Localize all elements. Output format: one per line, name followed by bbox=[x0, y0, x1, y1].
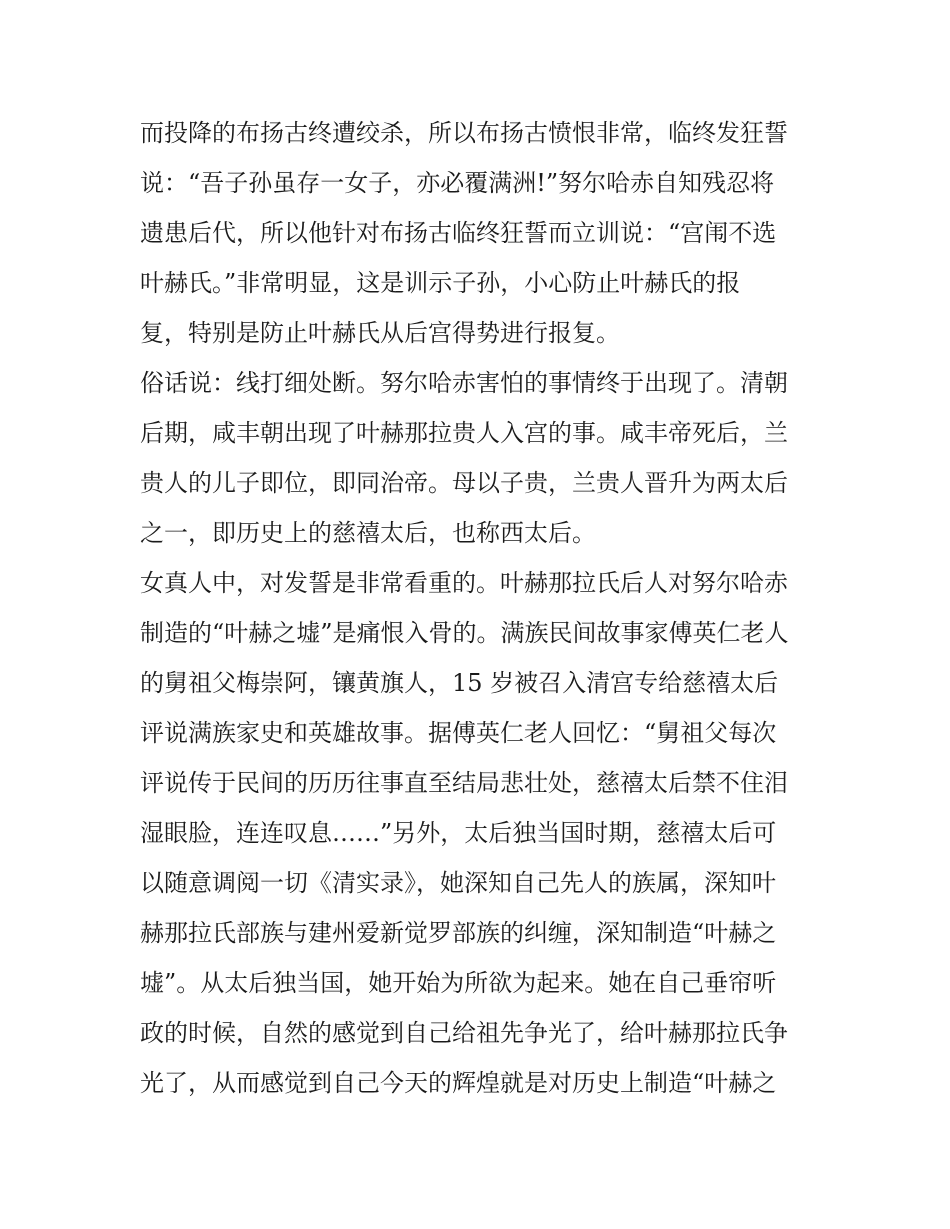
text-line: 光了，从而感觉到自己今天的辉煌就是对历史上制造“叶赫之 bbox=[140, 1069, 777, 1097]
text-line: 政的时候，自然的感觉到自己给祖先争光了，给叶赫那拉氏争 bbox=[140, 1019, 788, 1047]
text-line: 湿眼脸，连连叹息……”另外，太后独当国时期，慈禧太后可 bbox=[140, 819, 777, 847]
text-line: 之一，即历史上的慈禧太后，也称西太后。 bbox=[140, 519, 596, 547]
text-line: 遗患后代，所以他针对布扬古临终狂誓而立训说：“宫闱不选 bbox=[140, 219, 777, 247]
text-line: 墟”。从太后独当国，她开始为所欲为起来。她在自己垂帘听 bbox=[140, 969, 777, 997]
text-line: 说：“吾子孙虽存一女子，亦必覆满洲!”努尔哈赤自知残忍将 bbox=[140, 169, 775, 197]
text-line: 评说满族家史和英雄故事。据傅英仁老人回忆：“舅祖父每次 bbox=[140, 719, 777, 747]
text-line: 评说传于民间的历历往事直至结局悲壮处，慈禧太后禁不住泪 bbox=[140, 769, 788, 797]
text-line: 女真人中，对发誓是非常看重的。叶赫那拉氏后人对努尔哈赤 bbox=[140, 569, 788, 597]
text-line: 而投降的布扬古终遭绞杀，所以布扬古愤恨非常，临终发狂誓 bbox=[140, 119, 788, 147]
text-line: 制造的“叶赫之墟”是痛恨入骨的。满族民间故事家傅英仁老人 bbox=[140, 619, 789, 647]
text-line: 以随意调阅一切《清实录》，她深知自己先人的族属，深知叶 bbox=[140, 869, 776, 897]
body-text bbox=[140, 108, 830, 1108]
text-line: 复，特别是防止叶赫氏从后宫得势进行报复。 bbox=[140, 319, 620, 347]
text-line: 俗话说：线打细处断。努尔哈赤害怕的事情终于出现了。清朝 bbox=[140, 369, 788, 397]
text-line: 贵人的儿子即位，即同治帝。母以子贵，兰贵人晋升为两太后 bbox=[140, 469, 788, 497]
text-line: 叶赫氏。”非常明显，这是训示子孙，小心防止叶赫氏的报 bbox=[140, 269, 741, 297]
text-line: 的舅祖父梅崇阿，镶黄旗人，15 岁被召入清宫专给慈禧太后 bbox=[140, 669, 779, 697]
text-line: 赫那拉氏部族与建州爱新觉罗部族的纠缠，深知制造“叶赫之 bbox=[140, 919, 777, 947]
text-line: 后期，咸丰朝出现了叶赫那拉贵人入宫的事。咸丰帝死后，兰 bbox=[140, 419, 788, 447]
